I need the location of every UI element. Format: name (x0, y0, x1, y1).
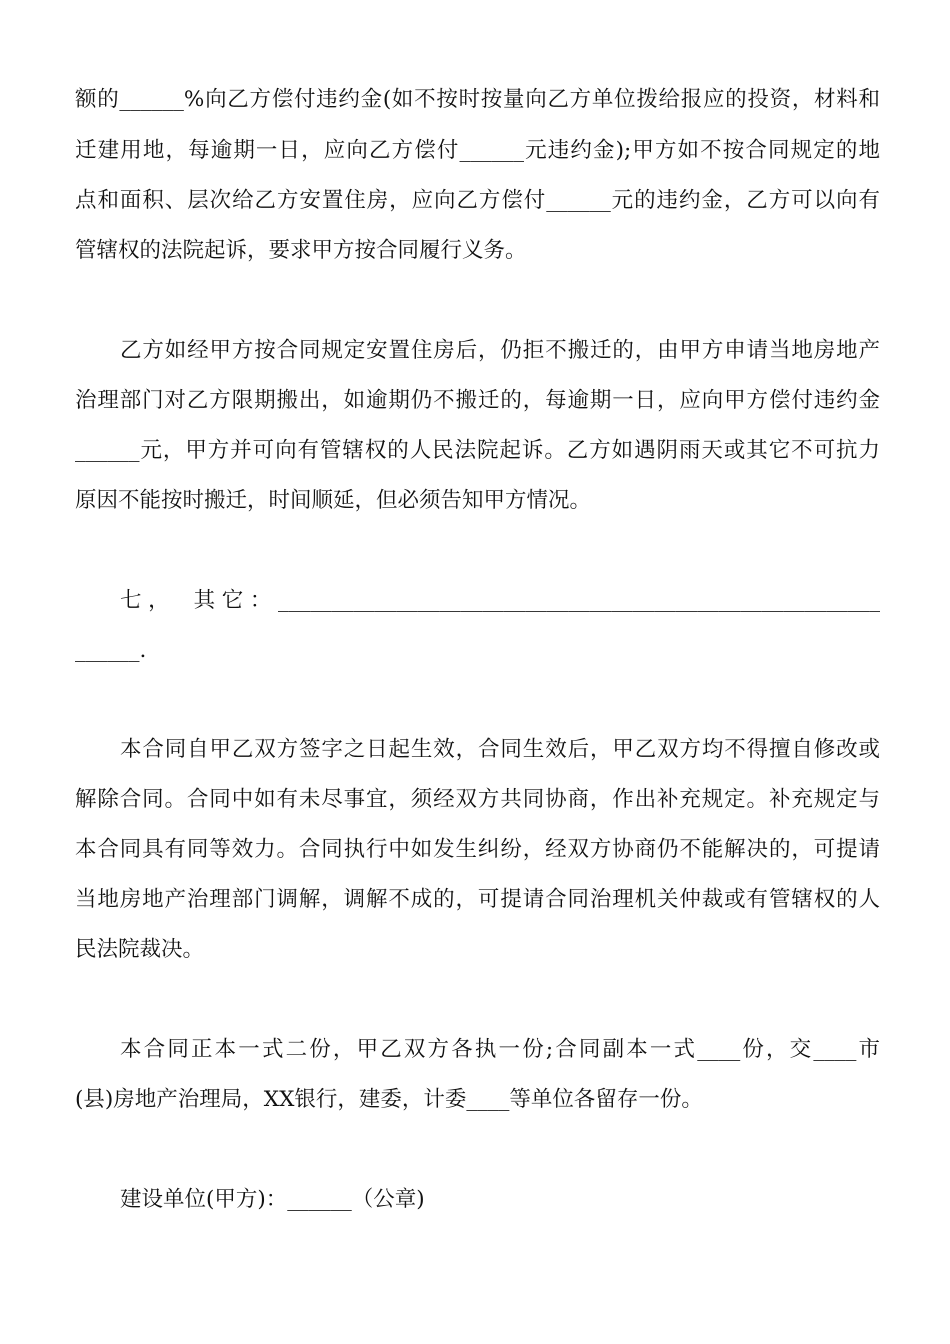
text-line: 治理部门对乙方限期搬出，如逾期仍不搬迁的，每逾期一日，应向甲方偿付违约金 (75, 388, 880, 413)
text-line: ______. (75, 638, 147, 663)
text-line: ______元，甲方并可向有管辖权的人民法院起诉。乙方如遇阴雨天或其它不可抗力 (75, 438, 880, 463)
text-line: 当地房地产治理部门调解，调解不成的，可提请合同治理机关仲裁或有管辖权的人 (75, 887, 880, 912)
text-line: 管辖权的法院起诉，要求甲方按合同履行义务。 (75, 238, 527, 263)
text-line: 迁建用地，每逾期一日，应向乙方偿付______元违约金);甲方如不按合同规定的地 (75, 138, 880, 163)
text-line: 民法院裁决。 (75, 937, 205, 962)
text-line: 额的______%向乙方偿付违约金(如不按时按量向乙方单位拨给报应的投资，材料和 (75, 87, 880, 112)
text-line: 七， 其它：________________________________________________________ (120, 588, 880, 613)
text-line: 点和面积、层次给乙方安置住房，应向乙方偿付______元的违约金，乙方可以向有 (75, 188, 880, 213)
text-line: 乙方如经甲方按合同规定安置住房后，仍拒不搬迁的，由甲方申请当地房地产 (120, 338, 880, 363)
text-line: 本合同具有同等效力。合同执行中如发生纠纷，经双方协商仍不能解决的，可提请 (75, 837, 880, 862)
text-line: 解除合同。合同中如有未尽事宜，须经双方共同协商，作出补充规定。补充规定与 (75, 787, 880, 812)
text-line: (县)房地产治理局，XX银行，建委，计委____等单位各留存一份。 (75, 1087, 703, 1112)
text-line: 建设单位(甲方)：______（公章) (120, 1187, 425, 1212)
text-line: 本合同正本一式二份，甲乙双方各执一份;合同副本一式____份，交____市 (120, 1037, 880, 1062)
text-line: 本合同自甲乙双方签字之日起生效，合同生效后，甲乙双方均不得擅自修改或 (120, 737, 880, 762)
text-line: 原因不能按时搬迁，时间顺延，但必须告知甲方情况。 (75, 488, 592, 513)
